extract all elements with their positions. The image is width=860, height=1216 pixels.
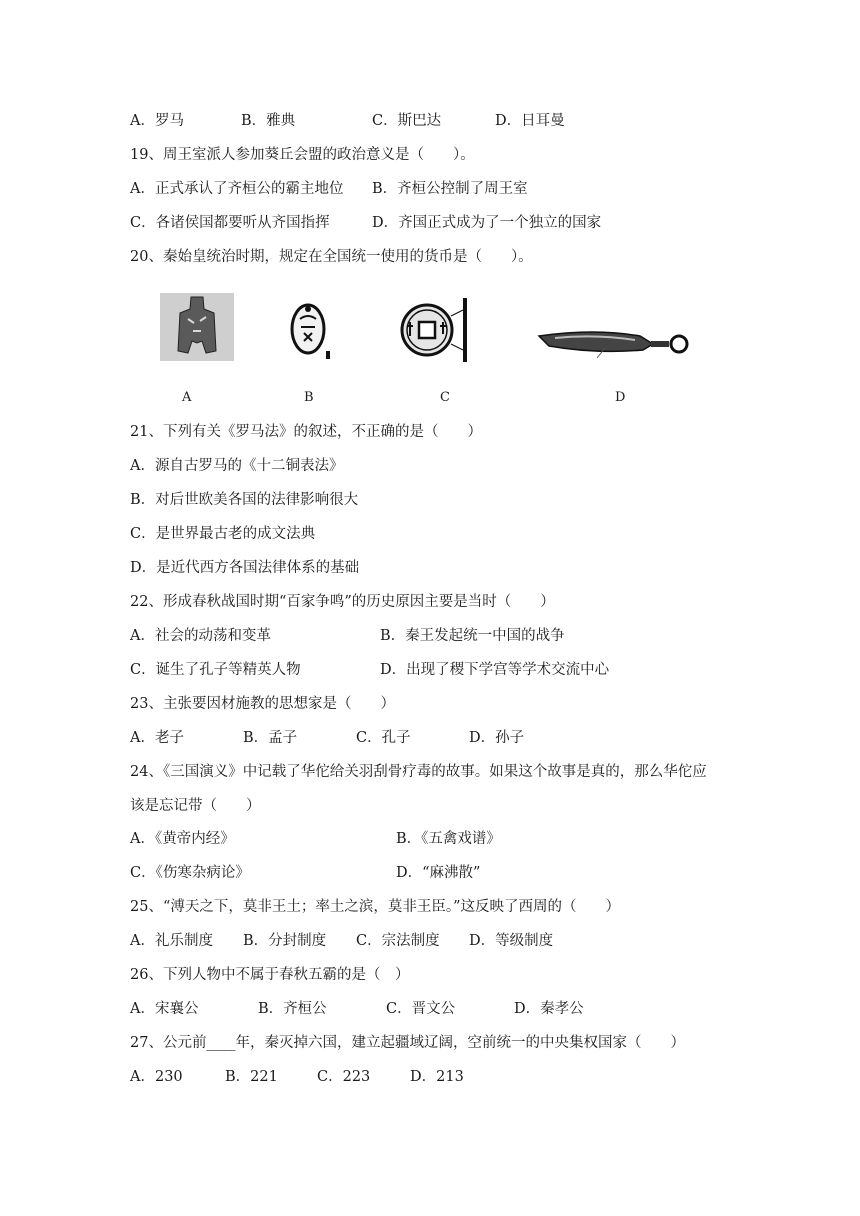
q25-option-a: A．礼乐制度 bbox=[130, 933, 213, 949]
q19-option-a: A．正式承认了齐桓公的霸主地位 bbox=[130, 181, 344, 197]
ant-nose-coin-icon bbox=[284, 301, 336, 367]
q24-stem-line2: 该是忘记带（ ） bbox=[130, 798, 261, 814]
q18-option-c: C．斯巴达 bbox=[372, 113, 442, 129]
q23-option-c: C．孔子 bbox=[356, 730, 411, 746]
q23-option-d: D．孙子 bbox=[469, 730, 525, 746]
q25-option-d: D．等级制度 bbox=[469, 933, 554, 949]
q27-option-c: C．223 bbox=[317, 1069, 371, 1085]
spade-coin-icon bbox=[160, 293, 234, 365]
q19-option-b: B．齐桓公控制了周王室 bbox=[372, 181, 528, 197]
q26-option-d: D．秦孝公 bbox=[514, 1001, 584, 1017]
q20-image-label-a: A bbox=[182, 390, 192, 405]
q21-option-c: C．是世界最古老的成文法典 bbox=[130, 526, 316, 542]
q24-option-d: D．“麻沸散” bbox=[396, 865, 481, 881]
q23-option-b: B．孟子 bbox=[243, 730, 298, 746]
q24-stem-line1: 24、《三国演义》中记载了华佗给关羽刮骨疗毒的故事。如果这个故事是真的，那么华佗应 bbox=[130, 764, 707, 780]
q22-option-a: A．社会的动荡和变革 bbox=[130, 628, 271, 644]
q22-option-b: B．秦王发起统一中国的战争 bbox=[380, 628, 565, 644]
q20-image-label-d: D bbox=[615, 390, 626, 405]
q25-stem: 25、“溥天之下，莫非王土；率土之滨，莫非王臣。”这反映了西周的（ ） bbox=[130, 899, 621, 915]
knife-coin-icon bbox=[535, 324, 705, 368]
q24-option-a: A．《黄帝内经》 bbox=[130, 831, 235, 847]
q20-image-label-b: B bbox=[304, 390, 314, 405]
q25-option-c: C．宗法制度 bbox=[356, 933, 440, 949]
q27-option-b: B．221 bbox=[225, 1069, 278, 1085]
q19-stem: 19、周王室派人参加葵丘会盟的政治意义是（ ）。 bbox=[130, 147, 475, 163]
q25-option-b: B．分封制度 bbox=[243, 933, 327, 949]
q21-option-b: B．对后世欧美各国的法律影响很大 bbox=[130, 492, 359, 508]
q23-option-a: A．老子 bbox=[130, 730, 184, 746]
q20-image-label-c: C bbox=[440, 390, 450, 405]
q27-option-d: D．213 bbox=[410, 1069, 464, 1085]
q26-option-a: A．宋襄公 bbox=[130, 1001, 199, 1017]
q21-option-a: A．源自古罗马的《十二铜表法》 bbox=[130, 458, 344, 474]
q26-option-b: B．齐桓公 bbox=[258, 1001, 327, 1017]
q20-stem: 20、秦始皇统治时期，规定在全国统一使用的货币是（ ）。 bbox=[130, 249, 533, 265]
q24-option-b: B．《五禽戏谱》 bbox=[396, 831, 501, 847]
q18-option-a: A．罗马 bbox=[130, 113, 184, 129]
q21-option-d: D．是近代西方各国法律体系的基础 bbox=[130, 560, 360, 576]
q19-option-d: D．齐国正式成为了一个独立的国家 bbox=[372, 215, 602, 231]
q27-stem: 27、公元前____年，秦灭掉六国，建立起疆域辽阔，空前统一的中央集权国家（ ） bbox=[130, 1035, 685, 1051]
q19-option-c: C．各诸侯国都要听从齐国指挥 bbox=[130, 215, 330, 231]
round-square-hole-coin-icon bbox=[397, 298, 471, 366]
q26-option-c: C．晋文公 bbox=[386, 1001, 456, 1017]
q18-option-d: D．日耳曼 bbox=[495, 113, 565, 129]
q22-option-c: C．诞生了孔子等精英人物 bbox=[130, 662, 301, 678]
q23-stem: 23、主张要因材施教的思想家是（ ） bbox=[130, 696, 395, 712]
q27-option-a: A．230 bbox=[130, 1069, 183, 1085]
q18-option-b: B．雅典 bbox=[241, 113, 296, 129]
q21-stem: 21、下列有关《罗马法》的叙述，不正确的是（ ） bbox=[130, 424, 482, 440]
q26-stem: 26、下列人物中不属于春秋五霸的是（ ） bbox=[130, 967, 410, 983]
q22-stem: 22、形成春秋战国时期“百家争鸣”的历史原因主要是当时（ ） bbox=[130, 594, 555, 610]
q24-option-c: C．《伤寒杂病论》 bbox=[130, 865, 250, 881]
q22-option-d: D．出现了稷下学宫等学术交流中心 bbox=[380, 662, 610, 678]
